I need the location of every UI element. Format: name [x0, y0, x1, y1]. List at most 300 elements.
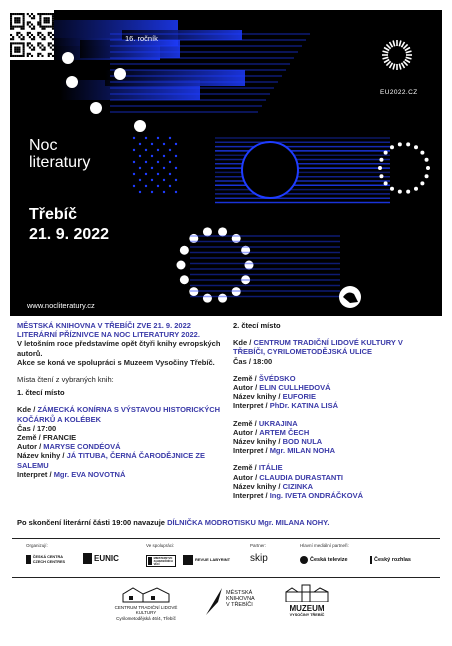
qr-module [46, 17, 48, 19]
eu-star-ray [399, 41, 401, 47]
place1-heading: 1. čtecí místo [17, 388, 65, 398]
qr-module [46, 26, 48, 28]
dot [133, 185, 135, 187]
dot [406, 142, 410, 146]
qr-module [14, 55, 16, 57]
light-streak [105, 70, 245, 86]
qr-module [33, 26, 35, 28]
dot [175, 155, 177, 157]
place1-reader: Interpret / Mgr. EVA NOVOTNÁ [17, 469, 126, 479]
place2-heading: 2. čtecí místo [233, 321, 281, 330]
places-heading: Místa čtení z vybraných knih: [17, 375, 114, 385]
dot [169, 185, 171, 187]
dot [218, 227, 227, 236]
qr-module [39, 32, 41, 34]
qr-module [52, 38, 54, 40]
qr-module [23, 44, 25, 46]
dot [163, 143, 165, 145]
qr-module [46, 21, 48, 23]
dot [139, 167, 141, 169]
qr-module [31, 49, 33, 51]
museum-logo: MUZEUM VYSOČINY TŘEBÍČ [282, 584, 332, 618]
dot [134, 120, 146, 132]
qr-module [18, 36, 20, 38]
eu-star-ray [393, 41, 395, 47]
qr-module [10, 19, 12, 21]
qr-module [23, 28, 25, 30]
dot [169, 137, 171, 139]
dot [139, 155, 141, 157]
dot [218, 294, 227, 303]
qr-module [10, 26, 12, 28]
qr-module [39, 17, 41, 19]
qr-module [50, 26, 52, 28]
qr-module [29, 53, 31, 55]
website-link[interactable]: www.nocliteratury.cz [27, 301, 95, 310]
qr-module [29, 26, 31, 28]
dot [157, 173, 159, 175]
qr-module [23, 51, 25, 53]
qr-module [41, 49, 43, 51]
qr-module [48, 19, 50, 21]
eu-star-ray [406, 51, 412, 53]
qr-module [10, 44, 12, 46]
qr-module [16, 13, 18, 15]
dot [151, 143, 153, 145]
qr-module [39, 42, 41, 44]
eu-star-ray [399, 64, 401, 70]
qr-module [44, 38, 46, 40]
qr-module [27, 34, 29, 36]
qr-module [18, 42, 20, 44]
qr-module [39, 21, 41, 23]
qr-module [27, 13, 29, 15]
qr-module [12, 55, 14, 57]
qr-module [39, 36, 41, 38]
qr-module [14, 21, 16, 23]
dot [163, 155, 165, 157]
qr-module [27, 53, 29, 55]
dot [145, 137, 147, 139]
dot [163, 179, 165, 181]
qr-module [50, 42, 52, 44]
divider-top [12, 538, 440, 539]
qr-module [20, 34, 22, 36]
qr-module [41, 13, 43, 15]
edition-label: 16. ročník [125, 34, 158, 43]
dot [414, 145, 418, 149]
dot [169, 149, 171, 151]
dot [145, 161, 147, 163]
qr-module [23, 47, 25, 49]
qr-module [29, 15, 31, 17]
qr-module [44, 49, 46, 51]
qr-module [18, 51, 20, 53]
dot [378, 166, 382, 170]
qr-module [27, 42, 29, 44]
qr-module [29, 32, 31, 34]
dot [157, 161, 159, 163]
labyrint-logo: REVUE LABYRINT [183, 555, 231, 565]
library-logo: MĚSTSKÁ KNIHOVNA V TŘEBÍČI [204, 586, 264, 608]
dot [390, 187, 394, 191]
qr-module [10, 17, 12, 19]
qr-module [14, 42, 16, 44]
event-title: Noc literatury [29, 137, 91, 171]
skip-logo: skip [250, 553, 268, 564]
qr-module [33, 38, 35, 40]
qr-module [31, 44, 33, 46]
qr-module [10, 55, 12, 57]
qr-module [37, 55, 39, 57]
eu-star-ray [386, 61, 390, 65]
qr-module [52, 49, 54, 51]
quill-icon [204, 586, 224, 616]
qr-module [10, 23, 12, 25]
place1-book: Název knihy / JÁ TITUBA, ČERNÁ ČARODĚJNICE ZE SALEMU [17, 451, 205, 470]
qr-module [10, 53, 12, 55]
reading-ukraine: Země / UKRAJINA Autor / ARTEM ČECH Název knihy / BOD NULA Interpret / Mgr. MILAN NOHA [233, 418, 336, 456]
qr-module [31, 17, 33, 19]
qr-module [29, 36, 31, 38]
qr-module [31, 38, 33, 40]
place1-country: Země / FRANCIE [17, 433, 77, 443]
czech-tv-logo: Česká televize [300, 556, 348, 564]
qr-module [44, 13, 46, 15]
eu-star-ray [402, 42, 405, 47]
qr-module [18, 13, 20, 15]
qr-module [52, 34, 54, 36]
dot [384, 181, 388, 185]
dot [180, 275, 189, 284]
qr-module [23, 26, 25, 28]
qr-module [37, 21, 39, 23]
dot [414, 187, 418, 191]
qr-module [16, 47, 18, 49]
qr-module [44, 47, 46, 49]
qr-module [14, 47, 16, 49]
qr-module [33, 17, 35, 19]
qr-module [37, 32, 39, 34]
dot [420, 151, 424, 155]
qr-module [18, 32, 20, 34]
qr-module [48, 53, 50, 55]
qr-module [14, 26, 16, 28]
dot [420, 181, 424, 185]
dot [157, 149, 159, 151]
qr-module [48, 17, 50, 19]
qr-module [50, 32, 52, 34]
qr-module [27, 23, 29, 25]
qr-module [10, 49, 12, 51]
qr-module [18, 26, 20, 28]
qr-module [37, 13, 39, 15]
qr-module [20, 55, 22, 57]
qr-module [23, 38, 25, 40]
invitation-text: MĚSTSKÁ KNIHOVNA V TŘEBÍČI ZVE 21. 9. 2022 LITERÁRNÍ PŘÍZNIVCE NA NOC LITERATURY 2022. [17, 321, 200, 340]
dot [175, 191, 177, 193]
qr-module [18, 17, 20, 19]
qr-module [50, 13, 52, 15]
qr-module [44, 17, 46, 19]
eu-star-ray [406, 57, 412, 59]
qr-module [16, 26, 18, 28]
qr-module [37, 42, 39, 44]
eu-star-ray [383, 57, 389, 59]
qr-module [33, 36, 35, 38]
qr-module [16, 49, 18, 51]
eu-star-ray [390, 42, 393, 47]
dot [133, 149, 135, 151]
qr-module [33, 28, 35, 30]
qr-module [12, 28, 14, 30]
dot [177, 261, 186, 270]
dot [203, 294, 212, 303]
qr-module [20, 42, 22, 44]
qr-module [23, 15, 25, 17]
eu-star-ray [386, 44, 390, 48]
qr-module [46, 13, 48, 15]
dot [145, 185, 147, 187]
closing-note: Po skončení literární části 19:00 navazuje DÍLNIČKA MODROTISKU Mgr. MILANA NOHY. [17, 518, 330, 527]
place2-venue: Kde / CENTRUM TRADIČNÍ LIDOVÉ KULTURY V TŘEBÍČI, CYRILOMETODĚJSKÁ ULICE [233, 338, 403, 357]
qr-module [20, 13, 22, 15]
qr-module [44, 21, 46, 23]
qr-module [52, 28, 54, 30]
ring-shape [242, 142, 298, 198]
czech-radio-logo: Český rozhlas [370, 556, 411, 564]
qr-module [20, 38, 22, 40]
dot [175, 143, 177, 145]
divider-bottom [12, 577, 440, 578]
dot [157, 185, 159, 187]
qr-module [33, 49, 35, 51]
ministry-logo: MINISTERSTVO ZAHRANIČNÍCH VĚCÍ [146, 555, 176, 567]
qr-module [10, 38, 12, 40]
qr-module [39, 19, 41, 21]
media-label: Hlavní mediální partneři: [300, 543, 349, 548]
qr-module [10, 28, 12, 30]
qr-module [14, 49, 16, 51]
qr-module [16, 55, 18, 57]
qr-module [16, 17, 18, 19]
qr-module [52, 15, 54, 17]
cooperation-paragraph: Akce se koná ve spolupráci s Muzeem Vysočiny Třebíč. [17, 357, 215, 367]
qr-module [39, 13, 41, 15]
qr-module [20, 28, 22, 30]
eu-star-ray [383, 51, 389, 53]
qr-module [16, 51, 18, 53]
dot [169, 161, 171, 163]
reading-italy: Země / ITÁLIE Autor / CLAUDIA DURASTANTI Název knihy / CIZINKA Interpret / Ing. IVETA ONDRÁČKOVÁ [233, 463, 364, 501]
qr-module [27, 55, 29, 57]
qr-module [12, 26, 14, 28]
eu-star-ray [384, 48, 389, 51]
dot [151, 191, 153, 193]
qr-module [23, 17, 25, 19]
qr-module [33, 15, 35, 17]
qr-module [39, 15, 41, 17]
qr-module [16, 42, 18, 44]
house-icon [121, 585, 171, 603]
qr-module [18, 47, 20, 49]
dot [139, 191, 141, 193]
dot [390, 145, 394, 149]
qr-module [10, 47, 12, 49]
dot [169, 173, 171, 175]
qr-module [18, 19, 20, 21]
qr-module [48, 13, 50, 15]
qr-module [14, 17, 16, 19]
qr-module [41, 28, 43, 30]
qr-module [31, 34, 33, 36]
dot [163, 167, 165, 169]
dot [145, 173, 147, 175]
dot [66, 76, 78, 88]
qr-module [23, 49, 25, 51]
dot [114, 68, 126, 80]
eu-star-ray [403, 44, 407, 48]
qr-module [14, 51, 16, 53]
dot [151, 155, 153, 157]
qr-module [16, 21, 18, 23]
qr-module [48, 21, 50, 23]
eu-star-ray [405, 60, 410, 63]
dot [175, 179, 177, 181]
qr-module [52, 44, 54, 46]
dot [406, 190, 410, 194]
intro-paragraph: V letošním roce představíme opět čtyři knihy evropských autorů. [17, 339, 221, 358]
qr-module [37, 44, 39, 46]
dot [398, 190, 402, 194]
place1-time: Čas / 17:00 [17, 423, 57, 433]
eu-presidency-label: EU2022.CZ [380, 89, 418, 96]
qr-module [27, 32, 29, 34]
qr-module [27, 21, 29, 23]
qr-module [31, 55, 33, 57]
qr-module [14, 19, 16, 21]
organizers-label: Organizují: [26, 543, 48, 548]
qr-module [50, 47, 52, 49]
qr-module [10, 51, 12, 53]
qr-module [23, 53, 25, 55]
dot [384, 151, 388, 155]
centrum-logo: CENTRUM TRADIČNÍ LIDOVÉ KULTURY Cyrilometodějská 46/4, Třebíč [110, 585, 182, 621]
qr-module [39, 26, 41, 28]
qr-module [52, 13, 54, 15]
qr-module [29, 47, 31, 49]
qr-module [16, 19, 18, 21]
qr-module [12, 36, 14, 38]
castle-icon [282, 584, 332, 602]
qr-module [52, 26, 54, 28]
qr-module [23, 36, 25, 38]
qr-module [23, 13, 25, 15]
qr-module [37, 53, 39, 55]
eunic-logo: EUNIC [83, 553, 119, 564]
qr-module [16, 34, 18, 36]
dot [379, 158, 383, 162]
qr-module [23, 21, 25, 23]
event-date: 21. 9. 2022 [29, 226, 110, 243]
qr-module [14, 13, 16, 15]
partner-label: Partner: [250, 543, 267, 548]
qr-module [20, 26, 22, 28]
eu-star-ray [390, 63, 393, 68]
qr-module [41, 55, 43, 57]
eu-star-ray [403, 61, 407, 65]
dot [245, 261, 254, 270]
program-left-column [17, 321, 222, 479]
qr-module [48, 55, 50, 57]
qr-module [27, 44, 29, 46]
qr-module [16, 32, 18, 34]
qr-module [18, 49, 20, 51]
dot [426, 166, 430, 170]
qr-module [48, 26, 50, 28]
qr-module [44, 19, 46, 21]
qr-module [23, 42, 25, 44]
qr-module [31, 13, 33, 15]
qr-module [41, 34, 43, 36]
qr-module [39, 23, 41, 25]
qr-module [10, 13, 12, 15]
dot [157, 137, 159, 139]
qr-module [48, 32, 50, 34]
qr-module [10, 42, 12, 44]
qr-module [37, 34, 39, 36]
qr-module [10, 34, 12, 36]
qr-module [52, 19, 54, 21]
eu-star-ray [402, 63, 405, 68]
qr-module [48, 44, 50, 46]
cooperation-label: Ve spolupráci: [146, 543, 175, 548]
qr-module [48, 42, 50, 44]
place2-time: Čas / 18:00 [233, 356, 273, 366]
dot [175, 167, 177, 169]
qr-module [44, 26, 46, 28]
qr-module [31, 28, 33, 30]
qr-module [23, 23, 25, 25]
qr-module [50, 36, 52, 38]
dot [203, 227, 212, 236]
eu-star-ray [393, 64, 395, 70]
qr-module [44, 36, 46, 38]
dot [425, 158, 429, 162]
qr-module [23, 55, 25, 57]
qr-module [29, 42, 31, 44]
qr-module [31, 23, 33, 25]
qr-module [18, 21, 20, 23]
program-right-column [233, 321, 428, 500]
qr-module [12, 42, 14, 44]
dot [151, 167, 153, 169]
qr-module [18, 55, 20, 57]
qr-module [52, 23, 54, 25]
qr-module [52, 17, 54, 19]
dot [398, 142, 402, 146]
qr-module [41, 38, 43, 40]
qr-module [33, 47, 35, 49]
dot [133, 161, 135, 163]
dot [151, 179, 153, 181]
dot [62, 52, 74, 64]
place1-venue: Kde / ZÁMECKÁ KONÍRNA S VÝSTAVOU HISTORICKÝCH KOČÁRKŮ A KOLÉBEK [17, 405, 221, 424]
dot [90, 102, 102, 114]
qr-module [39, 47, 41, 49]
qr-code-icon[interactable] [10, 10, 54, 60]
qr-module [29, 21, 31, 23]
